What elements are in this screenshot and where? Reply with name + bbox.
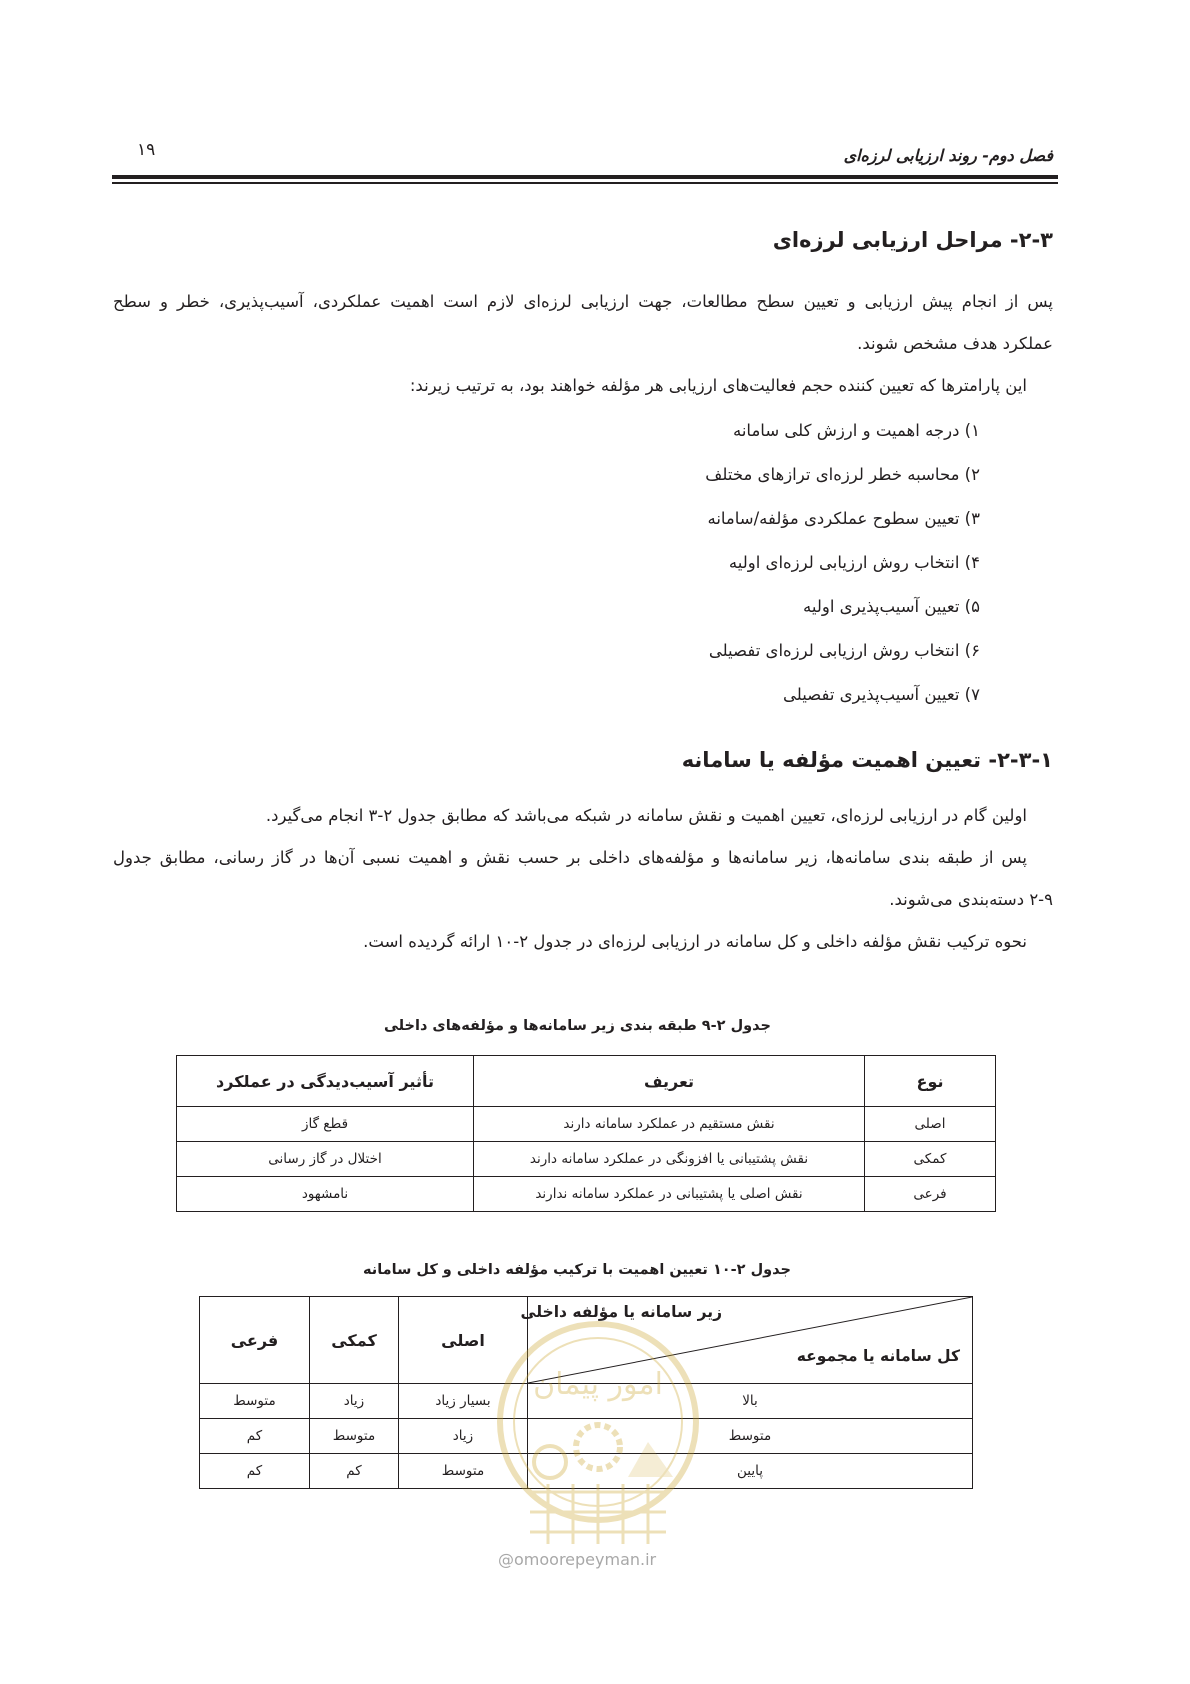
table-header-cell: تأثیر آسیب‌دیدگی در عملکرد bbox=[177, 1056, 474, 1107]
header-rule-thin bbox=[112, 182, 1058, 184]
table-header-cell: اصلی bbox=[399, 1297, 528, 1384]
params-paragraph: این پارامترها که تعیین کننده حجم فعالیت‌های ارزیابی هر مؤلفه خواهند بود، به ترتیب زیرند: bbox=[409, 376, 1027, 395]
table-cell: زیاد bbox=[310, 1384, 399, 1419]
watermark-website: @omoorepeyman.ir bbox=[498, 1550, 657, 1569]
table1-caption: جدول ۲-۹ طبقه بندی زیر سامانه‌ها و مؤلفه‌های داخلی bbox=[383, 1018, 771, 1034]
table-row bbox=[177, 1177, 996, 1212]
subsection-paragraph-3: نحوه ترکیب نقش مؤلفه داخلی و کل سامانه در ارزیابی لرزه‌ای در جدول ۲-۱۰ ارائه گردیده است. bbox=[363, 932, 1027, 951]
header-rule-thick bbox=[112, 175, 1058, 179]
subsection-paragraph-2-line1: پس از طبقه بندی سامانه‌ها، زیر سامانه‌ها و مؤلفه‌های داخلی بر حسب نقش و اهمیت نسبی آن‌ها در گاز رسانی، مطابق جدول bbox=[113, 848, 1027, 867]
subsection-heading: ۲-۳-۱- تعیین اهمیت مؤلفه یا سامانه bbox=[681, 748, 1053, 772]
table-cell: بالا bbox=[528, 1384, 973, 1419]
table-cell: کمکی bbox=[865, 1142, 996, 1177]
steps-list bbox=[705, 418, 980, 726]
table-cell: نقش اصلی یا پشتیبانی در عملکرد سامانه ندارند bbox=[474, 1177, 865, 1212]
table-cell: کم bbox=[200, 1419, 310, 1454]
step-item: ۵) تعیین آسیب‌پذیری اولیه bbox=[803, 597, 980, 616]
section-heading: ۲-۳- مراحل ارزیابی لرزه‌ای bbox=[772, 228, 1053, 252]
page-number: ۱۹ bbox=[137, 140, 156, 160]
table-header-cell: کمکی bbox=[310, 1297, 399, 1384]
table-cell: متوسط bbox=[528, 1419, 973, 1454]
intro-paragraph-line2: عملکرد هدف مشخص شوند. bbox=[857, 334, 1053, 353]
table2-caption: جدول ۲-۱۰ تعیین اهمیت با ترکیب مؤلفه داخلی و کل سامانه bbox=[362, 1262, 791, 1278]
table-row bbox=[177, 1107, 996, 1142]
table-cell: پایین bbox=[528, 1454, 973, 1489]
table-cell: اصلی bbox=[865, 1107, 996, 1142]
table-header-cell: تعریف bbox=[474, 1056, 865, 1107]
step-item: ۲) محاسبه خطر لرزه‌ای ترازهای مختلف bbox=[705, 465, 980, 484]
table-cell: متوسط bbox=[399, 1454, 528, 1489]
table-cell: فرعی bbox=[865, 1177, 996, 1212]
table-cell: اختلال در گاز رسانی bbox=[177, 1142, 474, 1177]
corner-bottom-label: کل سامانه یا مجموعه bbox=[796, 1347, 960, 1365]
corner-top-label: زیر سامانه یا مؤلفه داخلی bbox=[520, 1303, 722, 1321]
table-cell: نقش پشتیبانی یا افزونگی در عملکرد سامانه دارند bbox=[474, 1142, 865, 1177]
step-item: ۷) تعیین آسیب‌پذیری تفصیلی bbox=[782, 685, 980, 704]
subsection-paragraph-2-line2: ۲-۹ دسته‌بندی می‌شوند. bbox=[889, 890, 1053, 909]
table-cell: کم bbox=[310, 1454, 399, 1489]
table-cell: متوسط bbox=[310, 1419, 399, 1454]
table-cell: بسیار زیاد bbox=[399, 1384, 528, 1419]
classification-table bbox=[176, 1055, 996, 1212]
step-item: ۶) انتخاب روش ارزیابی لرزه‌ای تفصیلی bbox=[708, 641, 980, 660]
step-item: ۱) درجه اهمیت و ارزش کلی سامانه bbox=[732, 421, 980, 440]
chapter-title: فصل دوم- روند ارزیابی لرزه‌ای bbox=[843, 146, 1053, 165]
intro-paragraph-line1: پس از انجام پیش ارزیابی و تعیین سطح مطالعات، جهت ارزیابی لرزه‌ای لازم است اهمیت عملکردی، آسیب‌پذیری، خطر و سطح bbox=[113, 292, 1053, 311]
table-header-row bbox=[177, 1056, 996, 1107]
table-header-cell: نوع bbox=[865, 1056, 996, 1107]
table-row bbox=[177, 1142, 996, 1177]
step-item: ۳) تعیین سطوح عملکردی مؤلفه/سامانه bbox=[707, 509, 980, 528]
table-cell: نقش مستقیم در عملکرد سامانه دارند bbox=[474, 1107, 865, 1142]
watermark-logo-text: امور پیمان bbox=[533, 1367, 663, 1402]
subsection-paragraph-1: اولین گام در ارزیابی لرزه‌ای، تعیین اهمیت و نقش سامانه در شبکه می‌باشد که مطابق جدول ۲-۳ انجام می‌گیرد. bbox=[265, 806, 1027, 825]
table-cell: نامشهود bbox=[177, 1177, 474, 1212]
table-header-cell: فرعی bbox=[200, 1297, 310, 1384]
table-cell: متوسط bbox=[200, 1384, 310, 1419]
table-cell: کم bbox=[200, 1454, 310, 1489]
table-cell: قطع گاز bbox=[177, 1107, 474, 1142]
step-item: ۴) انتخاب روش ارزیابی لرزه‌ای اولیه bbox=[728, 553, 980, 572]
table-cell: زیاد bbox=[399, 1419, 528, 1454]
watermark-logo bbox=[488, 1312, 708, 1552]
